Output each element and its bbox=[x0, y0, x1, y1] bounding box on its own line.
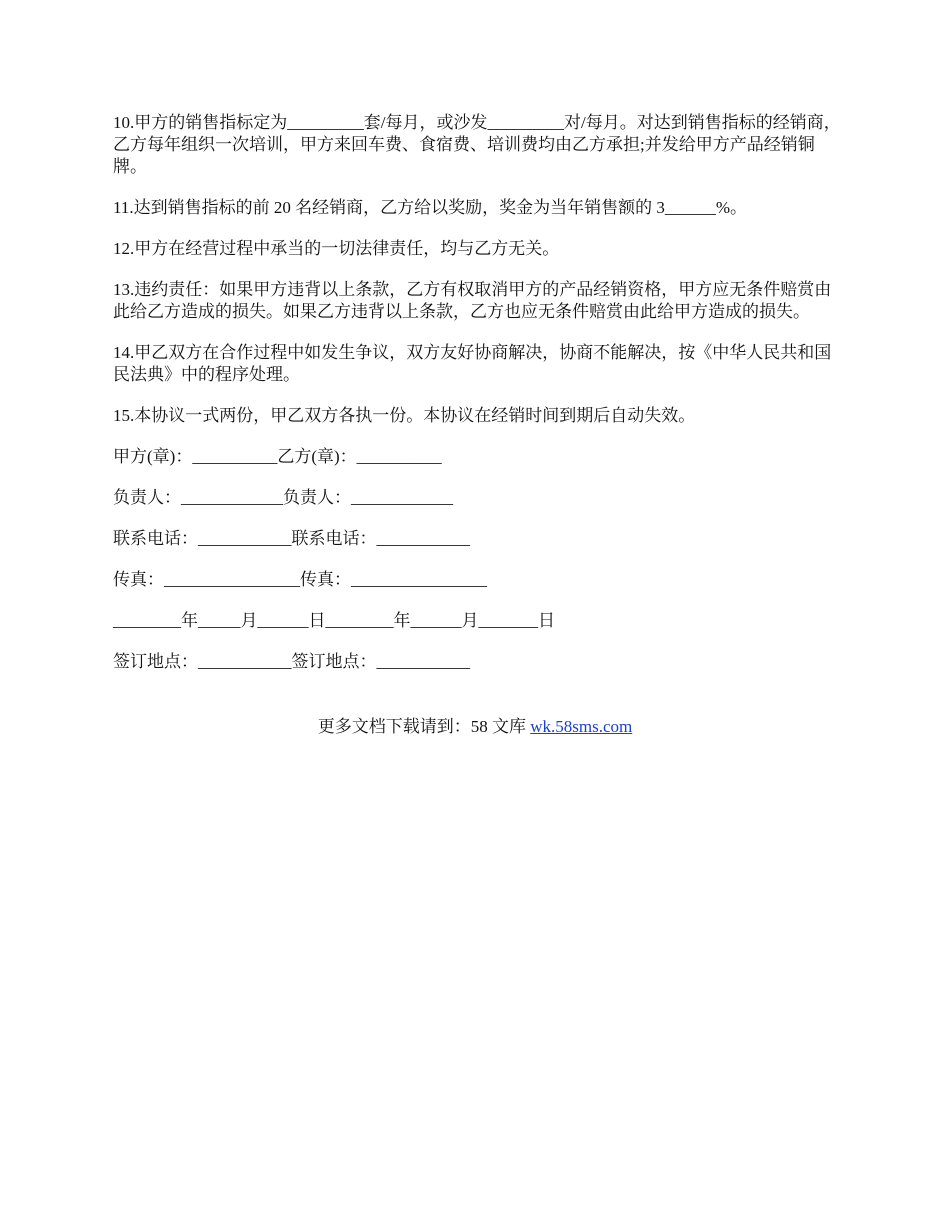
footer-link[interactable]: wk.58sms.com bbox=[530, 717, 633, 736]
footer-text: 更多文档下载请到：58 文库 bbox=[317, 717, 531, 736]
document-body bbox=[113, 112, 843, 692]
clause-13: 13.违约责任：如果甲方违背以上条款，乙方有权取消甲方的产品经销资格，甲方应无条件赔赏由此给乙方造成的损失。如果乙方违背以上条款，乙方也应无条件赔赏由此给甲方造成的损失。 bbox=[113, 280, 832, 321]
footer bbox=[0, 716, 950, 738]
clause-15: 15.本协议一式两份，甲乙双方各执一份。本协议在经销时间到期后自动失效。 bbox=[113, 406, 696, 425]
clause-14: 14.甲乙双方在合作过程中如发生争议，双方友好协商解决，协商不能解决，按《中华人民共和国民法典》中的程序处理。 bbox=[113, 343, 832, 384]
fax-line: 传真：________________传真：________________ bbox=[113, 570, 487, 589]
clause-12: 12.甲方在经营过程中承当的一切法律责任，均与乙方无关。 bbox=[113, 239, 560, 258]
phone-line: 联系电话：___________联系电话：___________ bbox=[113, 529, 470, 548]
date-line: ________年_____月______日________年______月_______日 bbox=[113, 611, 555, 630]
signing-place-line: 签订地点：___________签订地点：___________ bbox=[113, 652, 470, 671]
clause-11: 11.达到销售指标的前 20 名经销商，乙方给以奖励，奖金为当年销售额的 3______%。 bbox=[113, 198, 748, 217]
seal-line: 甲方(章)：__________乙方(章)：__________ bbox=[113, 447, 442, 466]
person-in-charge-line: 负责人：____________负责人：____________ bbox=[113, 488, 453, 507]
clause-10: 10.甲方的销售指标定为_________套/每月，或沙发_________对/每月。对达到销售指标的经销商，乙方每年组织一次培训，甲方来回车费、食宿费、培训费均由乙方承担;并发给甲方产品经销铜牌。 bbox=[113, 113, 841, 176]
